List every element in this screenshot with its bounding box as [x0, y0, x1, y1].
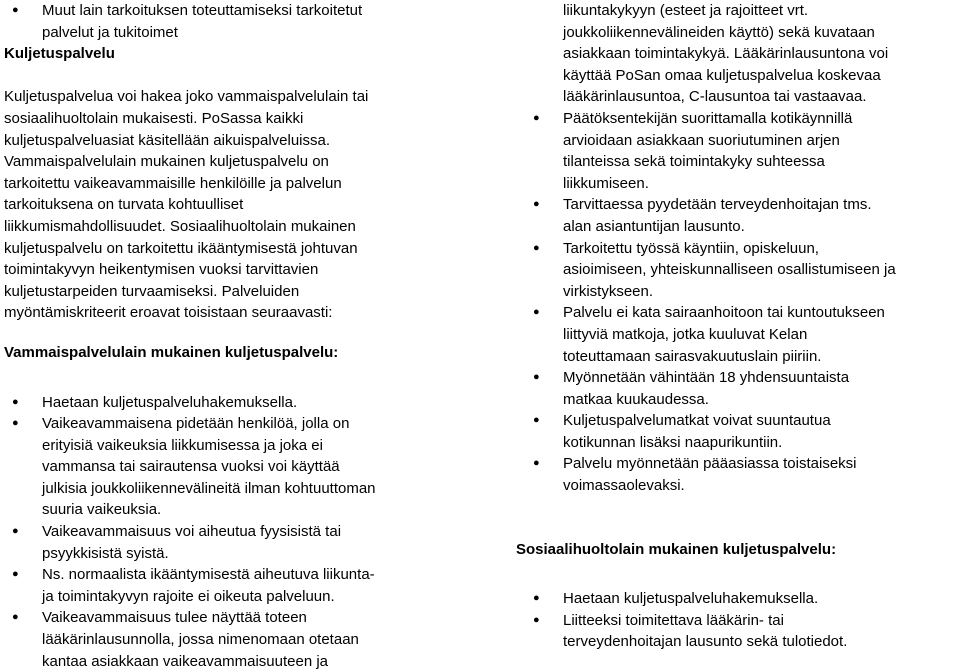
bullet-icon: ● [12, 0, 19, 22]
list-item-line: Myönnetään vähintään 18 yhdensuuntaista [563, 367, 954, 389]
list-item-line: vammansa tai sairautensa vuoksi voi käyttää [42, 456, 456, 478]
list-item-line: liikkumiseen. [563, 173, 954, 195]
paragraph-line: kuljetustarpeiden turvaamiseksi. Palveluiden [4, 281, 456, 303]
list-item-line: Tarkoitettu työssä käyntiin, opiskeluun, [563, 238, 954, 260]
list-item-line: erityisiä vaikeuksia liikkumisessa ja joka ei [42, 435, 456, 457]
intro-paragraph [4, 86, 456, 324]
bullet-icon: ● [533, 367, 540, 389]
paragraph-line: käyttää PoSan omaa kuljetuspalvelua koskevaa [563, 65, 954, 87]
bullet-icon: ● [533, 302, 540, 324]
list-item-line: ja toimintakyvyn rajoite ei oikeuta palveluun. [42, 586, 456, 608]
list-item-line: Tarvittaessa pyydetään terveydenhoitajan tms. [563, 194, 954, 216]
list-item-line: terveydenhoitajan lausunto sekä tulotiedot. [563, 631, 954, 653]
heading-kuljetuspalvelu: Kuljetuspalvelu [4, 43, 456, 65]
bullet-icon: ● [12, 607, 19, 629]
vammais-list [4, 392, 456, 672]
heading-sosiaalihuoltolaki: Sosiaalihuoltolain mukainen kuljetuspalvelu: [516, 539, 954, 561]
list-item-line: kotikunnan lisäksi naapurikuntiin. [563, 432, 954, 454]
paragraph-line: toimintakyvyn heikentymisen vuoksi tarvittavien [4, 259, 456, 281]
paragraph-line: sosiaalihuoltolain mukaisesti. PoSassa kaikki [4, 108, 456, 130]
list-item-line: tilanteissa sekä toimintakyky suhteessa [563, 151, 954, 173]
list-item [525, 610, 954, 653]
continuation-text [516, 0, 954, 108]
left-column [4, 0, 456, 672]
list-item [525, 410, 954, 453]
list-item-line: Vaikeavammaisena pidetään henkilöä, jolla on [42, 413, 456, 435]
list-item-line: Päätöksentekijän suorittamalla kotikäynnillä [563, 108, 954, 130]
bullet-icon: ● [12, 392, 19, 414]
list-item-line: virkistykseen. [563, 281, 954, 303]
list-item-line: julkisia joukkoliikennevälineitä ilman kohtuuttoman [42, 478, 456, 500]
list-item [4, 607, 456, 672]
list-item [525, 108, 954, 194]
sosiaali-list [525, 588, 954, 653]
paragraph-line: myöntämiskriteerit eroavat toisistaan seuraavasti: [4, 302, 456, 324]
paragraph-line: liikuntakykyyn (esteet ja rajoitteet vrt. [563, 0, 954, 22]
bullet-icon: ● [12, 564, 19, 586]
list-item [4, 521, 456, 564]
paragraph-line: asiakkaan toimintakykyä. Lääkärinlausuntona voi [563, 43, 954, 65]
paragraph-line: joukkoliikennevälineiden käyttö) sekä kuvataan [563, 22, 954, 44]
list-item-line: Muut lain tarkoituksen toteuttamiseksi tarkoitetut [42, 0, 456, 22]
list-item-line: arvioidaan asiakkaan suoriutuminen arjen [563, 130, 954, 152]
paragraph-line: Vammaispalvelulain mukainen kuljetuspalvelu on [4, 151, 456, 173]
list-item-line: asioimiseen, yhteiskunnalliseen osallistumiseen ja [563, 259, 954, 281]
list-item-line: palvelut ja tukitoimet [42, 22, 456, 44]
list-item-line: Vaikeavammaisuus voi aiheutua fyysisistä tai [42, 521, 456, 543]
list-item-line: alan asiantuntijan lausunto. [563, 216, 954, 238]
paragraph-line: lääkärinlausuntoa, C-lausuntoa tai vastaavaa. [563, 86, 954, 108]
paragraph-line: tarkoitettu vaikeavammaisille henkilöille ja palvelun [4, 173, 456, 195]
list-item [4, 392, 456, 414]
list-item [525, 367, 954, 410]
bullet-icon: ● [12, 413, 19, 435]
list-item [525, 302, 954, 367]
list-item-line: Palvelu myönnetään pääasiassa toistaiseksi [563, 453, 954, 475]
list-item-line: Haetaan kuljetuspalveluhakemuksella. [42, 392, 456, 414]
paragraph-line: kuljetuspalveluasiat käsitellään aikuispalveluissa. [4, 130, 456, 152]
right-column [516, 0, 954, 653]
list-item [4, 0, 456, 43]
bullet-icon: ● [533, 194, 540, 216]
list-item [4, 413, 456, 521]
list-item-line: Kuljetuspalvelumatkat voivat suuntautua [563, 410, 954, 432]
list-item [525, 588, 954, 610]
bullet-icon: ● [533, 588, 540, 610]
list-item-line: Ns. normaalista ikääntymisestä aiheutuva liikunta- [42, 564, 456, 586]
bullet-icon: ● [533, 453, 540, 475]
list-item-line: psyykkisistä syistä. [42, 543, 456, 565]
list-item-line: suuria vaikeuksia. [42, 499, 456, 521]
bullet-icon: ● [533, 108, 540, 130]
list-item [525, 194, 954, 237]
heading-vammaispalvelulaki: Vammaispalvelulain mukainen kuljetuspalvelu: [4, 342, 456, 364]
bullet-icon: ● [12, 521, 19, 543]
paragraph-line: Kuljetuspalvelua voi hakea joko vammaispalvelulain tai [4, 86, 456, 108]
list-item-line: Haetaan kuljetuspalveluhakemuksella. [563, 588, 954, 610]
list-item-line: Palvelu ei kata sairaanhoitoon tai kuntoutukseen [563, 302, 954, 324]
list-item [525, 453, 954, 496]
list-item-line: kantaa asiakkaan vaikeavammaisuuteen ja [42, 651, 456, 672]
list-item-line: voimassaolevaksi. [563, 475, 954, 497]
vammais-list-continued [525, 108, 954, 497]
list-item-line: lääkärinlausunnolla, jossa nimenomaan otetaan [42, 629, 456, 651]
paragraph-line: tarkoituksena on turvata kohtuulliset [4, 194, 456, 216]
list-item-line: toteuttamaan sairasvakuutuslain piiriin. [563, 346, 954, 368]
list-item-line: Vaikeavammaisuus tulee näyttää toteen [42, 607, 456, 629]
list-item [525, 238, 954, 303]
bullet-icon: ● [533, 610, 540, 632]
list-item-line: liittyviä matkoja, jotka kuuluvat Kelan [563, 324, 954, 346]
paragraph-line: kuljetuspalvelu on tarkoitettu ikääntymisestä johtuvan [4, 238, 456, 260]
list-item [4, 564, 456, 607]
bullet-icon: ● [533, 238, 540, 260]
paragraph-line: liikkumismahdollisuudet. Sosiaalihuoltolain mukainen [4, 216, 456, 238]
list-item-line: matkaa kuukaudessa. [563, 389, 954, 411]
intro-list [4, 0, 456, 43]
bullet-icon: ● [533, 410, 540, 432]
list-item-line: Liitteeksi toimitettava lääkärin- tai [563, 610, 954, 632]
